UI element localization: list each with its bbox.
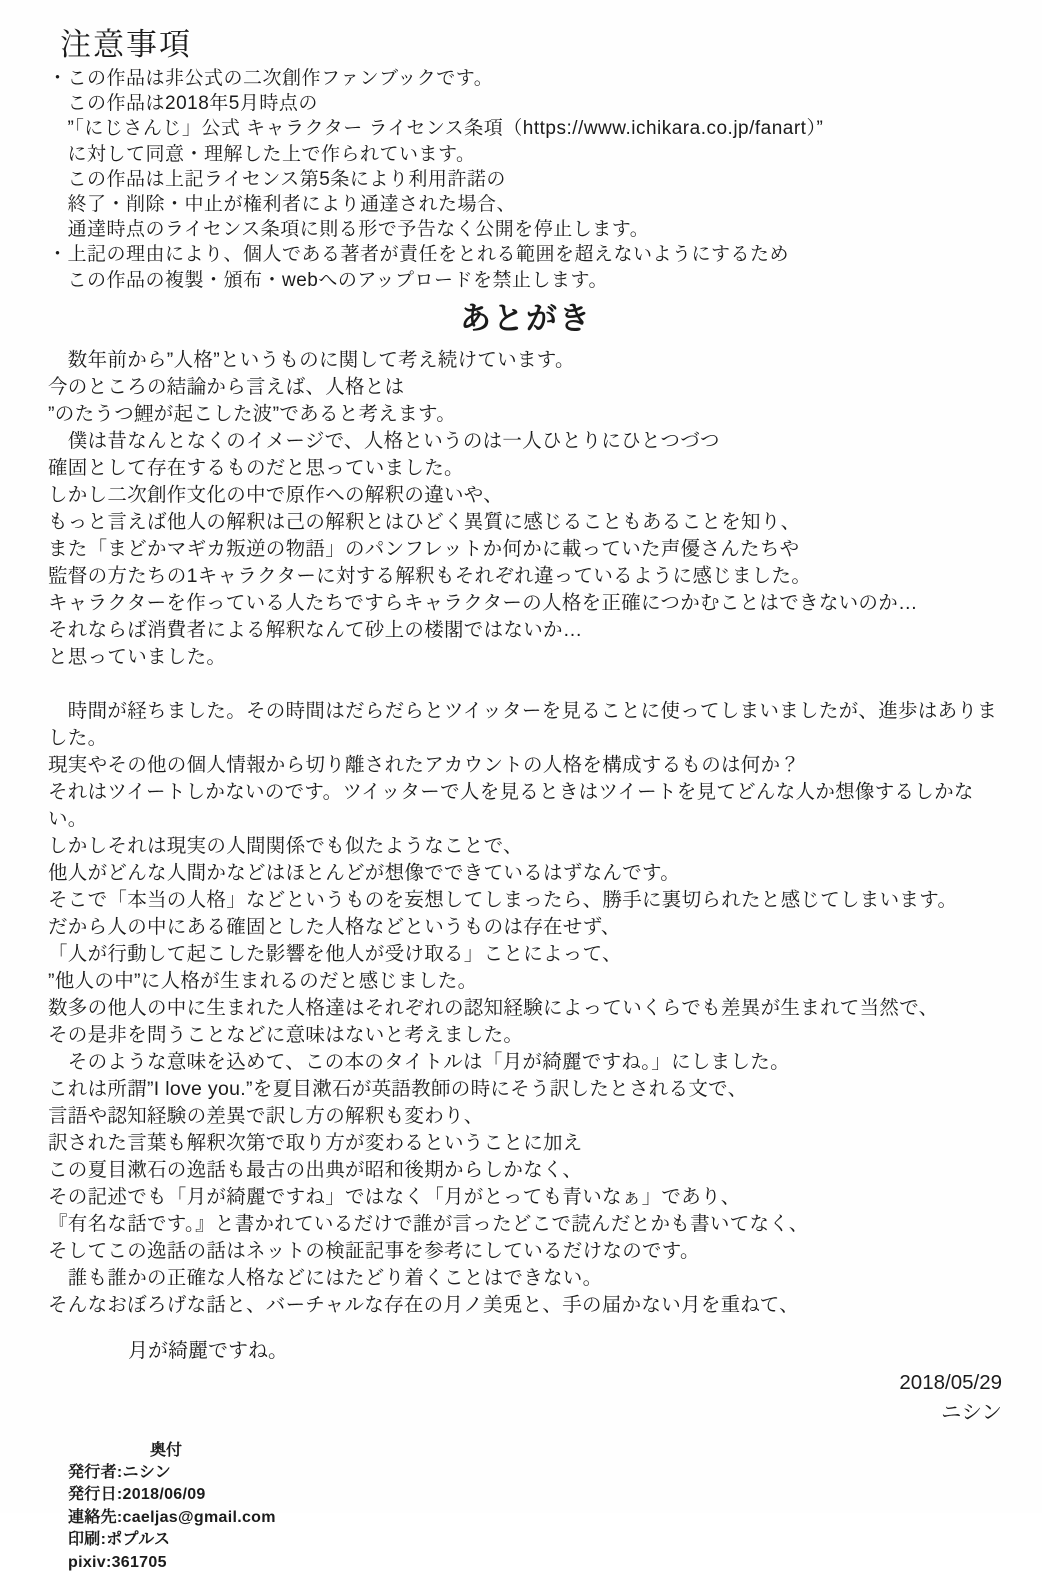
notice-section-title: 注意事項 <box>60 27 192 62</box>
closing-line: 月が綺麗ですね。 <box>48 1339 288 1362</box>
text-line: 今のところの結論から言えば、人格とは <box>48 375 405 398</box>
text-line: 数年前から”人格”というものに関して考え続けています。 <box>48 348 575 371</box>
text-line: 印刷:ポプルス <box>68 1531 171 1549</box>
text-line: pixiv:361705 <box>68 1553 167 1571</box>
text-line: ・この作品は非公式の二次創作ファンブックです。 <box>48 68 494 89</box>
signature-block <box>48 1368 1004 1428</box>
text-line: それはツイートしかないのです。ツイッターで人を見るときはツイートを見てどんな人か想像するしかない。 <box>48 780 974 830</box>
text-line: この作品は上記ライセンス第5条により利用許諾の <box>48 168 506 190</box>
text-line: 僕は昔なんとなくのイメージで、人格というのは一人ひとりにひとつづつ <box>48 429 720 452</box>
text-line: ”「にじさんじ」公式 キャラクター ライセンス条項（https://www.ichikara.co.jp/fanart）” <box>48 118 824 140</box>
text-line: 発行日:2018/06/09 <box>68 1486 206 1504</box>
text-line: 連絡先:caeljas@gmail.com <box>68 1508 276 1526</box>
text-line: しかしそれは現実の人間関係でも似たようなことで、 <box>48 834 523 857</box>
text-line: 終了・削除・中止が権利者により通達された場合、 <box>48 194 517 216</box>
text-line: それならば消費者による解釈なんて砂上の楼閣ではないか… <box>48 618 583 641</box>
text-line: 訳された言葉も解釈次第で取り方が変わるということに加え <box>48 1131 583 1154</box>
text-line: 現実やその他の個人情報から切り離されたアカウントの人格を構成するものは何か？ <box>48 753 801 776</box>
afterword-date: 2018/05/29 <box>899 1370 1002 1394</box>
notice-body <box>48 66 1004 293</box>
text-line: ”のたうつ鯉が起こした波”であると考えます。 <box>48 402 457 425</box>
text-line: ”他人の中”に人格が生まれるのだと感じました。 <box>48 969 478 992</box>
text-line: 発行者:ニシン <box>68 1463 172 1481</box>
text-line: キャラクターを作っている人たちですらキャラクターの人格を正確につかむことはできないのか… <box>48 591 918 614</box>
text-line: もっと言えば他人の解釈は己の解釈とはひどく異質に感じることもあることを知り、 <box>48 510 801 533</box>
colophon-body <box>68 1462 1004 1574</box>
text-line: 言語や認知経験の差異で訳し方の解釈も変わり、 <box>48 1104 484 1127</box>
text-line: 数多の他人の中に生まれた人格達はそれぞれの認知経験によっていくらでも差異が生まれて当然で、 <box>48 996 939 1019</box>
text-line: 誰も誰かの正確な人格などにはたどり着くことはできない。 <box>48 1266 603 1289</box>
text-line: そんなおぼろげな話と、バーチャルな存在の月ノ美兎と、手の届かない月を重ねて、 <box>48 1293 799 1316</box>
colophon-title: 奥付 <box>150 1441 183 1459</box>
text-line: そしてこの逸話の話はネットの検証記事を参考にしているだけなのです。 <box>48 1239 700 1262</box>
text-line: その記述でも「月が綺麗ですね」ではなく「月がとっても青いなぁ」であり、 <box>48 1185 741 1208</box>
afterword-paragraph-1 <box>48 347 1004 671</box>
text-line: 監督の方たちの1キャラクターに対する解釈もそれぞれ違っているように感じました。 <box>48 564 812 587</box>
text-line: 通達時点のライセンス条項に則る形で予告なく公開を停止します。 <box>48 219 650 241</box>
afterword-body <box>48 347 1004 1319</box>
text-line: 確固として存在するものだと思っていました。 <box>48 456 464 479</box>
text-line: これは所謂”I love you.”を夏目漱石が英語教師の時にそう訳したとされる文で、 <box>48 1077 748 1100</box>
text-line: また「まどかマギカ叛逆の物語」のパンフレットか何かに載っていた声優さんたちや <box>48 537 800 560</box>
author-signature: ニシン <box>941 1400 1002 1424</box>
afterword-section-title: あとがき <box>460 300 592 336</box>
text-line: この作品は2018年5月時点の <box>48 93 318 115</box>
text-line: その是非を問うことなどに意味はないと考えました。 <box>48 1023 524 1046</box>
text-line: 他人がどんな人間かなどはほとんどが想像でできているはずなんです。 <box>48 861 681 884</box>
text-line: 「人が行動して起こした影響を他人が受け取る」ことによって、 <box>48 942 622 965</box>
text-line: しかし二次創作文化の中で原作への解釈の違いや、 <box>48 483 504 506</box>
text-line: そこで「本当の人格」などというものを妄想してしまったら、勝手に裏切られたと感じてしまいます。 <box>48 888 958 911</box>
text-line: と思っていました。 <box>48 645 227 668</box>
afterword-paragraph-2 <box>48 698 1004 1319</box>
text-line: に対して同意・理解した上で作られています。 <box>48 143 476 165</box>
text-line: ・上記の理由により、個人である著者が責任をとれる範囲を超えないようにするため <box>48 244 790 266</box>
text-line: 時間が経ちました。その時間はだらだらとツイッターを見ることに使ってしまいましたが、進歩はありました。 <box>48 699 998 749</box>
text-line: この夏目漱石の逸話も最古の出典が昭和後期からしかなく、 <box>48 1158 583 1181</box>
text-line: そのような意味を込めて、この本のタイトルは「月が綺麗ですね。」にしました。 <box>48 1050 790 1073</box>
text-line: だから人の中にある確固とした人格などというものは存在せず、 <box>48 915 621 938</box>
colophon <box>48 1440 1004 1574</box>
text-line: この作品の複製・頒布・webへのアップロードを禁止します。 <box>48 269 609 291</box>
text-line: 『有名な話です。』と書かれているだけで誰が言ったどこで読んだとかも書いてなく、 <box>48 1212 809 1235</box>
